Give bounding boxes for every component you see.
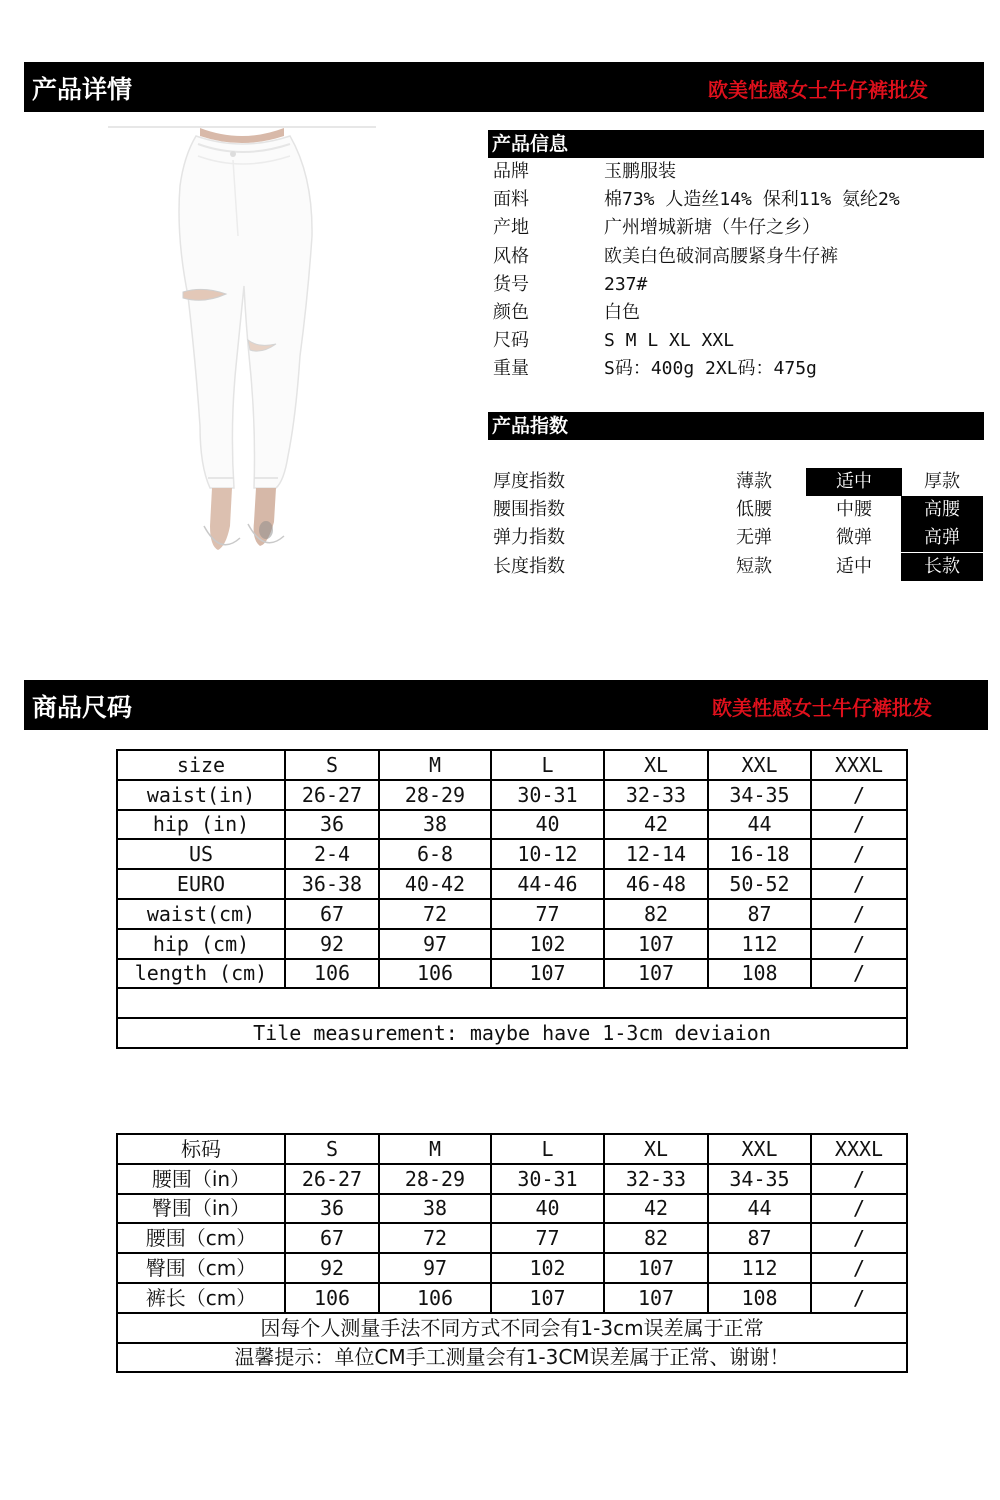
index-label: 厚度指数 [493, 471, 565, 492]
product-index-title: 产品指数 [488, 412, 984, 440]
table-header-row [117, 750, 907, 780]
table-cell: 44 [708, 810, 811, 840]
index-option-selected: 高弹 [901, 524, 983, 552]
index-option: 薄款 [736, 471, 772, 492]
product-index [488, 412, 984, 581]
info-key: 颜色 [493, 301, 529, 323]
info-key: 风格 [493, 245, 529, 267]
table-cell: 87 [708, 899, 811, 929]
info-row [488, 355, 984, 383]
table-cell: 112 [708, 1253, 811, 1283]
table-row [117, 1283, 907, 1313]
table-cell: 97 [379, 1253, 491, 1283]
table-cell: 50-52 [708, 869, 811, 899]
table-cell: L [491, 1134, 604, 1164]
table-row [117, 869, 907, 899]
table-cell: 107 [604, 1253, 708, 1283]
table-cell: 32-33 [604, 1164, 708, 1194]
table-cell: 72 [379, 899, 491, 929]
info-row [488, 214, 984, 242]
table-row [117, 780, 907, 810]
table-cell: 46-48 [604, 869, 708, 899]
section-title: 产品详情 [32, 75, 133, 104]
row-label-cell: waist(in) [117, 780, 285, 810]
table-cell: 107 [604, 959, 708, 989]
table-note-row [117, 1343, 907, 1373]
table-cell: 108 [708, 959, 811, 989]
table-cell: 40 [491, 810, 604, 840]
index-option: 适中 [836, 555, 872, 577]
product-photo-white-jeans [108, 126, 376, 556]
table-cell: 42 [604, 1194, 708, 1224]
table-cell: / [811, 1164, 907, 1194]
table-cell: 30-31 [491, 1164, 604, 1194]
table-row [117, 1164, 907, 1194]
table-cell: 107 [491, 959, 604, 989]
table-cell: 82 [604, 899, 708, 929]
table-cell: XXXL [811, 1134, 907, 1164]
info-row [488, 327, 984, 355]
section-title: 商品尺码 [32, 693, 133, 722]
table-cell: 32-33 [604, 780, 708, 810]
note-cell: Tile measurement: maybe have 1-3cm deviaion [117, 1018, 907, 1048]
table-cell: 112 [708, 929, 811, 959]
table-cell: 16-18 [708, 839, 811, 869]
table-cell: / [811, 1223, 907, 1253]
table-row [117, 1194, 907, 1224]
index-option: 无弹 [736, 527, 772, 549]
section-banner-details [24, 62, 984, 112]
info-key: 重量 [493, 358, 529, 380]
section-banner-sizes [24, 680, 988, 730]
row-label-cell: 臀围（cm） [117, 1253, 285, 1283]
table-cell: 92 [285, 1253, 379, 1283]
table-cell: 92 [285, 929, 379, 959]
table-cell: 106 [285, 1283, 379, 1313]
table-cell: 28-29 [379, 1164, 491, 1194]
table-row [117, 810, 907, 840]
table-cell: 77 [491, 1223, 604, 1253]
info-key: 货号 [493, 273, 529, 295]
table-cell: 26-27 [285, 780, 379, 810]
table-cell: 67 [285, 899, 379, 929]
table-cell: 102 [491, 929, 604, 959]
table-cell: 44 [708, 1194, 811, 1224]
index-option: 低腰 [736, 499, 772, 521]
table-cell: 6-8 [379, 839, 491, 869]
table-row [117, 929, 907, 959]
info-key: 尺码 [493, 330, 529, 352]
index-row [488, 468, 984, 496]
table-cell: 77 [491, 899, 604, 929]
table-cell: 36-38 [285, 869, 379, 899]
table-note-row [117, 1018, 907, 1048]
index-row [488, 553, 984, 581]
row-label-cell: size [117, 750, 285, 780]
table-cell: 40 [491, 1194, 604, 1224]
product-info-title: 产品信息 [488, 130, 984, 158]
index-option: 微弹 [836, 527, 872, 549]
table-cell: 107 [491, 1283, 604, 1313]
table-cell: 28-29 [379, 780, 491, 810]
section-subtitle: 欧美性感女士牛仔裤批发 [708, 78, 928, 102]
row-label-cell: EURO [117, 869, 285, 899]
table-cell: 72 [379, 1223, 491, 1253]
table-cell: 10-12 [491, 839, 604, 869]
info-value: 欧美白色破洞高腰紧身牛仔裤 [604, 245, 838, 267]
table-cell: 107 [604, 929, 708, 959]
row-label-cell: US [117, 839, 285, 869]
table-cell: / [811, 959, 907, 989]
index-option: 中腰 [836, 499, 872, 521]
table-cell: 44-46 [491, 869, 604, 899]
table-row [117, 959, 907, 989]
index-option: 短款 [736, 555, 772, 577]
row-label-cell: hip (in) [117, 810, 285, 840]
index-label: 长度指数 [493, 555, 565, 577]
info-value: S M L XL XXL [604, 330, 735, 352]
table-cell: XXXL [811, 750, 907, 780]
table-cell: 40-42 [379, 869, 491, 899]
size-table-english [116, 749, 908, 1049]
info-value: 白色 [604, 301, 640, 323]
info-key: 面料 [493, 189, 529, 211]
row-label-cell: 臀围（in） [117, 1194, 285, 1224]
table-cell: / [811, 839, 907, 869]
table-cell: 108 [708, 1283, 811, 1313]
table-cell: 30-31 [491, 780, 604, 810]
table-row [117, 899, 907, 929]
index-row [488, 524, 984, 552]
table-cell: 87 [708, 1223, 811, 1253]
info-row [488, 186, 984, 214]
table-cell: XL [604, 1134, 708, 1164]
table-cell: 102 [491, 1253, 604, 1283]
table-cell: / [811, 1283, 907, 1313]
table-cell: / [811, 869, 907, 899]
table-row [117, 1253, 907, 1283]
index-option-selected: 高腰 [901, 496, 983, 524]
index-option: 厚款 [924, 471, 960, 492]
table-cell: 106 [379, 1283, 491, 1313]
note-cell: 温馨提示：单位CM手工测量会有1-3CM误差属于正常、谢谢！ [117, 1343, 907, 1373]
info-row [488, 158, 984, 186]
info-value: S码：400g 2XL码：475g [604, 358, 817, 380]
table-cell: / [811, 899, 907, 929]
info-key: 品牌 [493, 161, 529, 182]
table-cell: S [285, 750, 379, 780]
table-cell: 2-4 [285, 839, 379, 869]
row-label-cell: hip (cm) [117, 929, 285, 959]
table-cell: 97 [379, 929, 491, 959]
table-cell: / [811, 1253, 907, 1283]
row-label-cell: 腰围（cm） [117, 1223, 285, 1253]
info-row [488, 271, 984, 299]
size-table-chinese [116, 1133, 908, 1373]
table-cell: 34-35 [708, 1164, 811, 1194]
table-cell: 42 [604, 810, 708, 840]
table-cell: 12-14 [604, 839, 708, 869]
table-cell: 38 [379, 1194, 491, 1224]
index-option-selected: 适中 [806, 468, 902, 496]
table-cell: 67 [285, 1223, 379, 1253]
table-note-row [117, 1313, 907, 1343]
product-info [488, 130, 984, 384]
section-subtitle: 欧美性感女士牛仔裤批发 [712, 696, 932, 720]
table-cell: XXL [708, 750, 811, 780]
table-cell: / [811, 780, 907, 810]
table-cell: S [285, 1134, 379, 1164]
table-cell: 36 [285, 810, 379, 840]
table-row [117, 1223, 907, 1253]
row-label-cell: length (cm) [117, 959, 285, 989]
info-value: 玉鹏服装 [604, 161, 676, 182]
info-row [488, 299, 984, 327]
table-cell: / [811, 1194, 907, 1224]
table-row [117, 839, 907, 869]
index-label: 腰围指数 [493, 499, 565, 521]
info-value: 广州增城新塘（牛仔之乡） [604, 217, 820, 239]
table-header-row [117, 1134, 907, 1164]
table-cell: 38 [379, 810, 491, 840]
index-option-selected: 长款 [901, 553, 983, 581]
info-key: 产地 [493, 217, 529, 239]
info-value: 棉73% 人造丝14% 保利11% 氨纶2% [604, 189, 900, 211]
table-cell: 26-27 [285, 1164, 379, 1194]
index-label: 弹力指数 [493, 527, 565, 549]
info-value: 237# [604, 273, 648, 295]
table-cell: 36 [285, 1194, 379, 1224]
table-cell: / [811, 810, 907, 840]
table-cell: XXL [708, 1134, 811, 1164]
row-label-cell: 标码 [117, 1134, 285, 1164]
table-cell: 82 [604, 1223, 708, 1253]
table-cell: M [379, 1134, 491, 1164]
table-cell: M [379, 750, 491, 780]
row-label-cell: 裤长（cm） [117, 1283, 285, 1313]
note-cell [117, 988, 907, 1018]
table-cell: 34-35 [708, 780, 811, 810]
table-cell: XL [604, 750, 708, 780]
note-cell: 因每个人测量手法不同方式不同会有1-3cm误差属于正常 [117, 1313, 907, 1343]
table-empty-row [117, 988, 907, 1018]
row-label-cell: waist(cm) [117, 899, 285, 929]
table-cell: / [811, 929, 907, 959]
row-label-cell: 腰围（in） [117, 1164, 285, 1194]
table-cell: L [491, 750, 604, 780]
index-row [488, 496, 984, 524]
table-cell: 106 [379, 959, 491, 989]
table-cell: 106 [285, 959, 379, 989]
info-row [488, 243, 984, 271]
table-cell: 107 [604, 1283, 708, 1313]
